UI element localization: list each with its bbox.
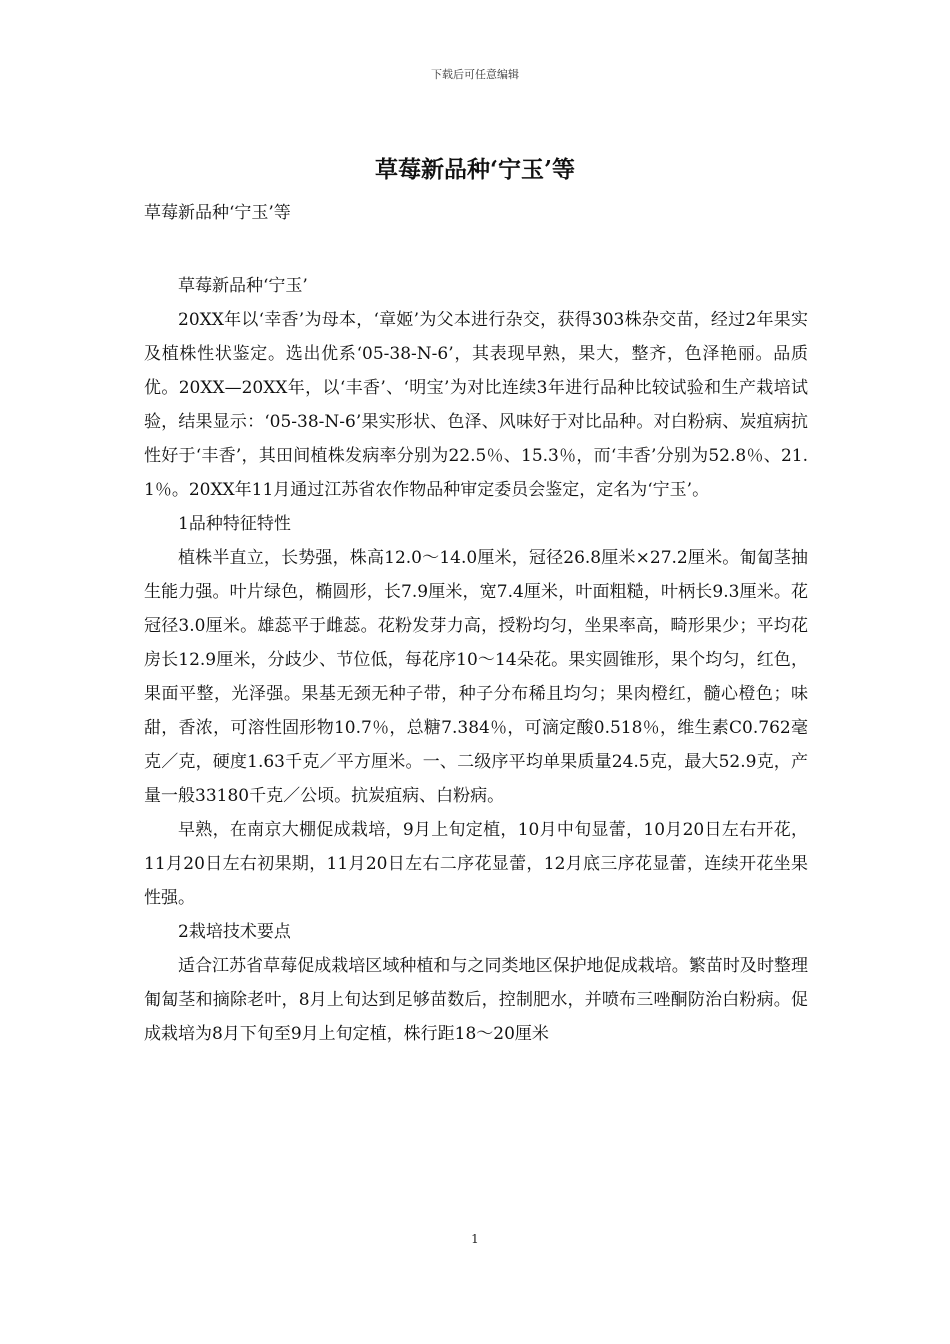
paragraph-early-maturity: 早熟，在南京大棚促成栽培，9月上旬定植，10月中旬显蕾，10月20日左右开花，11月20日左右初果期，11月20日左右二序花显蕾，12月底三序花显蕾，连续开花坐果性强。 <box>144 820 808 908</box>
section-heading-characteristics: 1品种特征特性 <box>178 514 291 534</box>
document-title: 草莓新品种‘宁玉’等 <box>374 156 575 183</box>
paragraph-breeding-history: 20XX年以‘幸香’为母本，‘章姬’为父本进行杂交，获得303株杂交苗，经过2年果实及植株性状鉴定。选出优系‘05-38-N-6’，其表现早熟，果大，整齐，色泽艳丽。品质优。20XX—20XX年，以‘丰香’、‘明宝’为对比连续3年进行品种比较试验和生产栽培试验，结果显示：‘05-38-N-6’果实形状、色泽、风味好于对比品种。对白粉病、炭疽病抗性好于‘丰香’，其田间植株发病率分别为22.5％、15.3％，而‘丰香’分别为52.8％、21.1％。20XX年11月通过江苏省农作物品种审定委员会鉴定，定名为‘宁玉’。 <box>144 310 808 500</box>
header-note: 下载后可任意编辑 <box>431 68 519 81</box>
paragraph-plant-traits: 植株半直立，长势强，株高12.0～14.0厘米，冠径26.8厘米×27.2厘米。匍匐茎抽生能力强。叶片绿色，椭圆形，长7.9厘米，宽7.4厘米，叶面粗糙，叶柄长9.3厘米。花冠径3.0厘米。雄蕊平于雌蕊。花粉发芽力高，授粉均匀，坐果率高，畸形果少；平均花房长12.9厘米，分歧少、节位低，每花序10～14朵花。果实圆锥形，果个均匀，红色，果面平整，光泽强。果基无颈无种子带，种子分布稀且均匀；果肉橙红，髓心橙色；味甜，香浓，可溶性固形物10.7％，总糖7.384％，可滴定酸0.518％，维生素C0.762毫克／克，硬度1.63千克／平方厘米。一、二级序平均单果质量24.5克，最大52.9克，产量一般33180千克／公顷。抗炭疽病、白粉病。 <box>144 548 808 806</box>
section-heading-cultivation: 2栽培技术要点 <box>178 922 291 942</box>
page-number: 1 <box>471 1232 479 1246</box>
document-body <box>144 269 808 1051</box>
section-heading-variety: 草莓新品种‘宁玉’ <box>178 276 308 296</box>
paragraph-cultivation-points: 适合江苏省草莓促成栽培区域种植和与之同类地区保护地促成栽培。繁苗时及时整理匍匐茎和摘除老叶，8月上旬达到足够苗数后，控制肥水，并喷布三唑酮防治白粉病。促成栽培为8月下旬至9月上旬定植，株行距18～20厘米 <box>144 956 808 1044</box>
document-subtitle: 草莓新品种‘宁玉’等 <box>144 203 291 223</box>
